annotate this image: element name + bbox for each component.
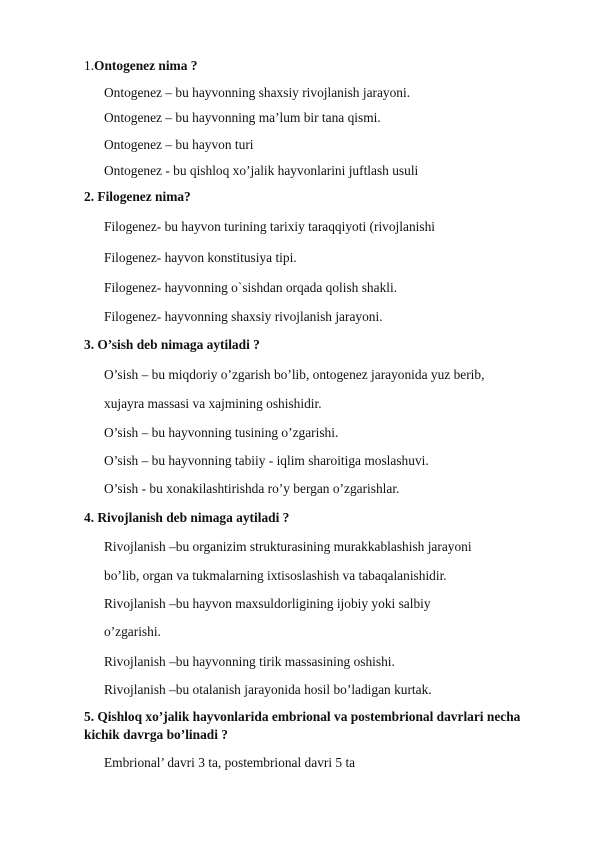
question-4-answer-4: o’zgarishi.: [104, 624, 161, 639]
question-4-title: 4. Rivojlanish deb nimaga aytiladi ?: [84, 510, 290, 525]
question-4-answer-3: Rivojlanish –bu hayvon maxsuldorligining ijobiy yoki salbiy: [104, 596, 431, 611]
question-3-title: 3. O’sish deb nimaga aytiladi ?: [84, 337, 260, 352]
question-3-answer-4: O’sish – bu hayvonning tabiiy - iqlim sharoitiga moslashuvi.: [104, 453, 429, 468]
question-4-answer-5: Rivojlanish –bu hayvonning tirik massasining oshishi.: [104, 654, 395, 669]
question-5-answer-1: Embrional’ davri 3 ta, postembrional davri 5 ta: [104, 755, 356, 770]
question-1-answer-3: Ontogenez – bu hayvon turi: [104, 137, 254, 152]
question-5-title-line-1: 5. Qishloq xo’jalik hayvonlarida embrional va postembrional davrlari necha: [84, 709, 521, 724]
question-3-answer-5: O’sish - bu xonakilashtirishda ro’y bergan o’zgarishlar.: [104, 481, 400, 496]
question-4-answer-1: Rivojlanish –bu organizim strukturasining murakkablashish jarayoni: [104, 539, 472, 554]
question-4-answer-6: Rivojlanish –bu otalanish jarayonida hosil bo’ladigan kurtak.: [104, 682, 432, 697]
question-1-number: 1.: [84, 58, 95, 73]
question-1-heading: [84, 58, 197, 74]
question-2-title: 2. Filogenez nima?: [84, 189, 191, 204]
question-1-answer-2: Ontogenez – bu hayvonning ma’lum bir tana qismi.: [104, 110, 381, 125]
question-5-title-line-2: kichik davrga bo’linadi ?: [84, 727, 228, 742]
question-3-answer-3: O’sish – bu hayvonning tusining o’zgarishi.: [104, 425, 339, 440]
question-1-title: Ontogenez nima ?: [94, 58, 198, 73]
question-3-answer-1: O’sish – bu miqdoriy o’zgarish bo’lib, ontogenez jarayonida yuz berib,: [104, 367, 485, 382]
question-2-answer-4: Filogenez- hayvonning shaxsiy rivojlanish jarayoni.: [104, 309, 383, 324]
question-2-answer-1: Filogenez- bu hayvon turining tarixiy taraqqiyoti (rivojlanishi: [104, 219, 435, 234]
question-4-answer-2: bo’lib, organ va tukmalarning ixtisoslashish va tabaqalanishidir.: [104, 568, 447, 583]
question-1-answer-4: Ontogenez - bu qishloq xo’jalik hayvonlarini juftlash usuli: [104, 163, 419, 178]
question-2-answer-3: Filogenez- hayvonning o`sishdan orqada qolish shakli.: [104, 280, 398, 295]
question-2-answer-2: Filogenez- hayvon konstitusiya tipi.: [104, 250, 297, 265]
question-1-answer-1: Ontogenez – bu hayvonning shaxsiy rivojlanish jarayoni.: [104, 85, 411, 100]
question-3-answer-2: xujayra massasi va xajmining oshishidir.: [104, 396, 322, 411]
